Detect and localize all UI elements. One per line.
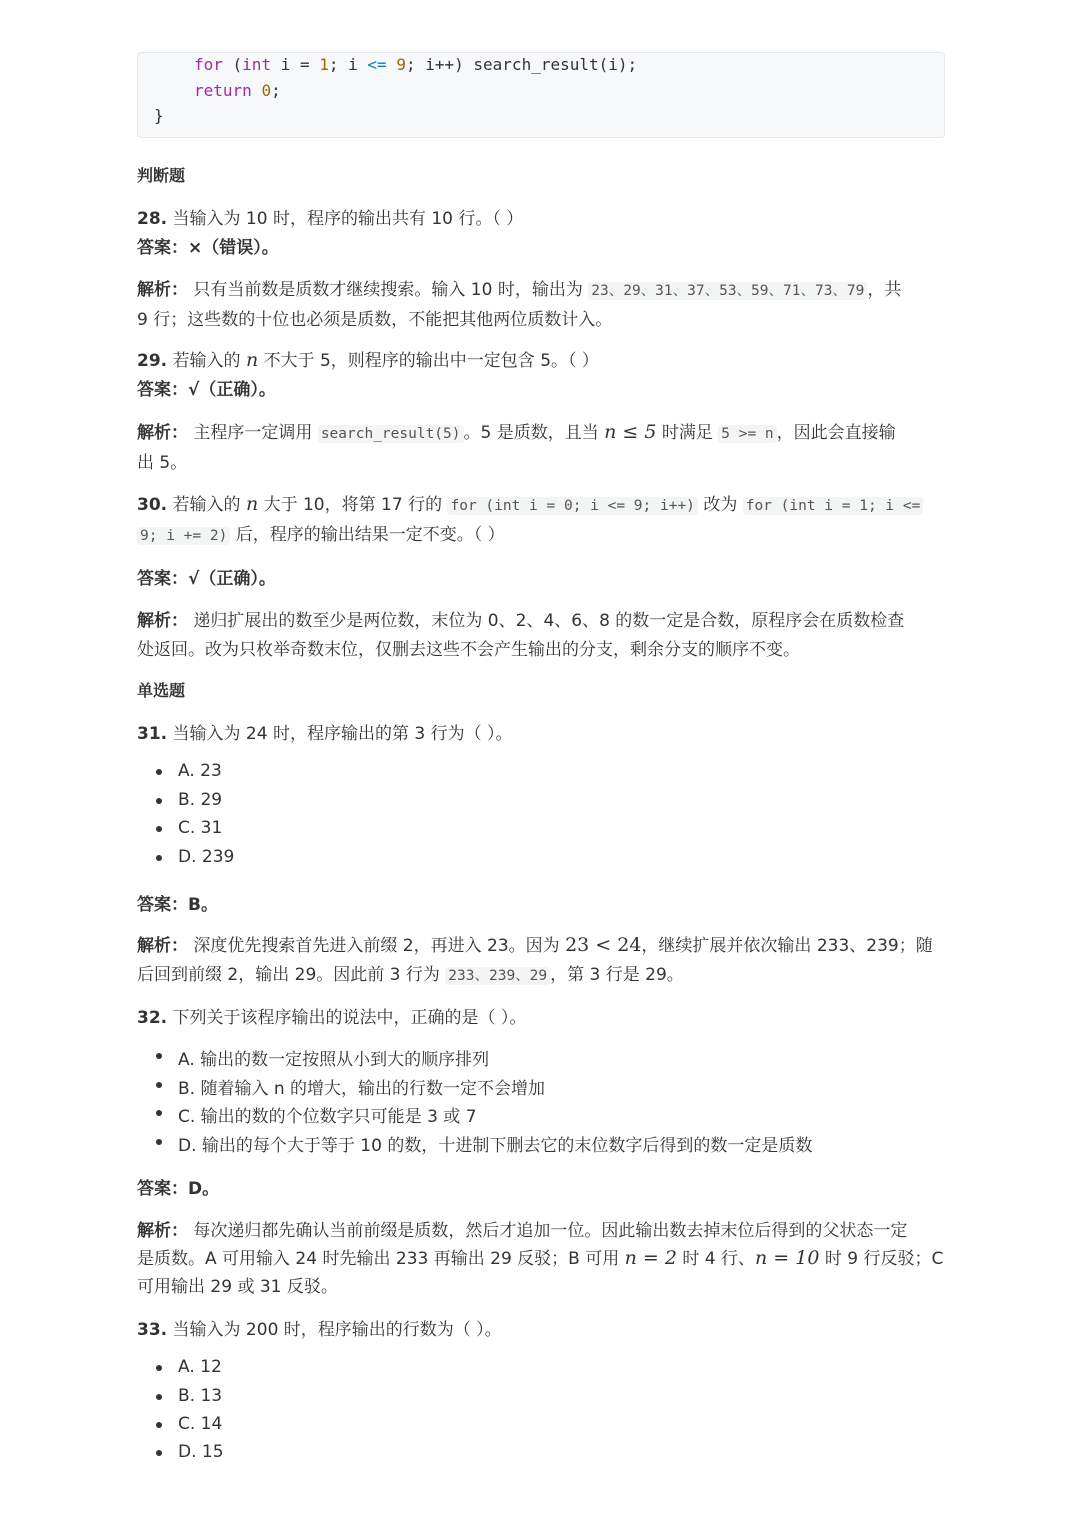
- answer-28: 答案：×（错误）。: [137, 238, 279, 258]
- question-text: 下列关于该程序输出的说法中，正确的是（ ）。: [167, 1008, 527, 1028]
- question-31: [137, 719, 513, 744]
- question-number: 29.: [137, 351, 168, 371]
- explanation-28-line1: [137, 275, 901, 300]
- math-expression: n ≤ 5: [604, 421, 657, 443]
- explanation-label: 解析：: [137, 423, 188, 443]
- code-keyword-return: return: [194, 81, 252, 100]
- option-32-c: C. 输出的数的个位数字只可能是 3 或 7: [178, 1107, 477, 1127]
- bullet: [156, 1394, 162, 1400]
- answer-30: 答案：√（正确）。: [137, 569, 276, 589]
- bullet: [156, 1422, 162, 1428]
- math-expression: 23 < 24: [565, 934, 642, 956]
- section-heading-single: 单选题: [137, 681, 186, 700]
- option-32-a: A. 输出的数一定按照从小到大的顺序排列: [178, 1050, 490, 1070]
- question-32: [137, 1003, 526, 1028]
- option-31-d: D. 239: [178, 847, 235, 867]
- code-line-for: [194, 55, 637, 74]
- explanation-text: ，第 3 行是 29。: [550, 965, 684, 985]
- explanation-28-line2: 9 行；这些数的十位也必须是质数，不能把其他两位质数计入。: [137, 310, 613, 330]
- question-text: 若输入的: [167, 351, 246, 371]
- option-32-d: D. 输出的每个大于等于 10 的数，十进制下删去它的末位数字后得到的数一定是质数: [178, 1136, 813, 1156]
- question-text: 不大于 5，则程序的输出中一定包含 5。（ ）: [258, 351, 599, 371]
- question-number: 30.: [137, 495, 168, 515]
- explanation-label: 解析：: [137, 280, 188, 300]
- question-28: [137, 204, 523, 229]
- explanation-30-line2: 处返回。改为只枚举奇数末位，仅删去这些不会产生输出的分支，剩余分支的顺序不变。: [137, 640, 800, 660]
- bullet: [156, 826, 162, 832]
- section-heading-judge: 判断题: [137, 166, 186, 185]
- explanation-text: 时 4 行、: [676, 1249, 755, 1269]
- question-text: 当输入为 10 时，程序的输出共有 10 行。（ ）: [167, 209, 524, 229]
- bullet: [156, 855, 162, 861]
- code-text: ;: [271, 81, 281, 100]
- inline-code: 5 >= n: [718, 425, 776, 443]
- explanation-32-line2: [137, 1244, 943, 1269]
- option-33-c: C. 14: [178, 1414, 223, 1434]
- option-33-a: A. 12: [178, 1357, 222, 1377]
- answer-31: 答案：B。: [137, 895, 218, 915]
- code-text: (: [222, 55, 243, 74]
- code-keyword-int: int: [242, 55, 272, 74]
- question-number: 33.: [137, 1320, 168, 1340]
- option-33-d: D. 15: [178, 1442, 224, 1462]
- math-expression: n = 10: [755, 1247, 820, 1269]
- code-text: ; i: [328, 55, 368, 74]
- bullet: [156, 769, 162, 775]
- question-text: 当输入为 200 时，程序输出的行数为（ ）。: [167, 1320, 502, 1340]
- inline-code: 233、239、29: [445, 967, 550, 985]
- question-number: 32.: [137, 1008, 168, 1028]
- inline-code: 9; i += 2): [137, 527, 230, 545]
- inline-code: for (int i = 0; i <= 9; i++): [447, 497, 697, 515]
- code-text: [252, 81, 262, 100]
- code-number: 9: [396, 55, 406, 74]
- bullet: [156, 1139, 162, 1145]
- question-30-line1: [137, 490, 923, 515]
- option-31-b: B. 29: [178, 790, 223, 810]
- bullet: [156, 1365, 162, 1371]
- explanation-text: 递归扩展出的数至少是两位数，末位为 0、2、4、6、8 的数一定是合数，原程序会在质数检查: [188, 611, 905, 631]
- bullet: [156, 1110, 162, 1116]
- question-text: 后，程序的输出结果一定不变。（ ）: [230, 525, 505, 545]
- explanation-label: 解析：: [137, 611, 188, 631]
- explanation-text: 只有当前数是质数才继续搜索。输入 10 时，输出为: [188, 280, 589, 300]
- explanation-29-line1: [137, 418, 896, 443]
- explanation-text: 后回到前缀 2，输出 29。因此前 3 行为: [137, 965, 446, 985]
- explanation-32-line3: 可用输出 29 或 31 反驳。: [137, 1277, 338, 1297]
- explanation-32-line1: [137, 1216, 907, 1241]
- explanation-text: ，继续扩展并依次输出 233、239；随: [641, 936, 933, 956]
- explanation-text: 是质数。A 可用输入 24 时先输出 233 再输出 29 反驳；B 可用: [137, 1249, 625, 1269]
- explanation-31-line1: [137, 931, 933, 956]
- code-number: 1: [319, 55, 329, 74]
- explanation-text: 。5 是质数，且当: [463, 423, 605, 443]
- bullet: [156, 1450, 162, 1456]
- code-line-return: [194, 81, 281, 100]
- question-number: 28.: [137, 209, 168, 229]
- question-33: [137, 1315, 502, 1340]
- code-text: [387, 55, 397, 74]
- code-number: 0: [261, 81, 272, 100]
- code-line-brace: }: [154, 106, 164, 125]
- math-variable: n: [245, 349, 259, 371]
- option-32-b: B. 随着输入 n 的增大，输出的行数一定不会增加: [178, 1079, 546, 1099]
- inline-code: search_result(5): [318, 425, 464, 443]
- explanation-text: 深度优先搜索首先进入前缀 2，再进入 23。因为: [188, 936, 566, 956]
- question-number: 31.: [137, 724, 168, 744]
- explanation-label: 解析：: [137, 936, 188, 956]
- code-block: [137, 52, 945, 138]
- math-expression: n = 2: [624, 1247, 677, 1269]
- explanation-31-line2: [137, 960, 684, 985]
- bullet: [156, 1082, 162, 1088]
- math-variable: n: [245, 493, 259, 515]
- code-text: ; i++) search_result(i);: [405, 55, 638, 74]
- question-text: 大于 10，将第 17 行的: [258, 495, 448, 515]
- bullet: [156, 1053, 162, 1059]
- question-29: [137, 346, 599, 371]
- explanation-label: 解析：: [137, 1221, 188, 1241]
- inline-code: 23、29、31、37、53、59、71、73、79: [588, 282, 867, 300]
- code-operator: <=: [367, 55, 387, 74]
- question-text: 当输入为 24 时，程序输出的第 3 行为（ ）。: [167, 724, 513, 744]
- explanation-text: ，因此会直接输: [776, 423, 896, 443]
- option-31-a: A. 23: [178, 761, 222, 781]
- code-keyword-for: for: [194, 55, 223, 74]
- explanation-29-line2: 出 5。: [137, 453, 188, 473]
- option-33-b: B. 13: [178, 1386, 223, 1406]
- bullet: [156, 798, 162, 804]
- code-text: i =: [271, 55, 320, 74]
- question-30-line2: [137, 520, 505, 545]
- explanation-text: 主程序一定调用: [188, 423, 318, 443]
- question-text: 改为: [697, 495, 743, 515]
- option-31-c: C. 31: [178, 818, 223, 838]
- explanation-text: 每次递归都先确认当前前缀是质数，然后才追加一位。因此输出数去掉末位后得到的父状态一定: [188, 1221, 908, 1241]
- answer-32: 答案：D。: [137, 1179, 220, 1199]
- explanation-30-line1: [137, 606, 904, 631]
- answer-29: 答案：√（正确）。: [137, 380, 276, 400]
- inline-code: for (int i = 1; i <=: [743, 497, 924, 515]
- explanation-text: 时 9 行反驳；C: [819, 1249, 944, 1269]
- explanation-text: ，共: [867, 280, 902, 300]
- question-text: 若输入的: [167, 495, 246, 515]
- explanation-text: 时满足: [656, 423, 719, 443]
